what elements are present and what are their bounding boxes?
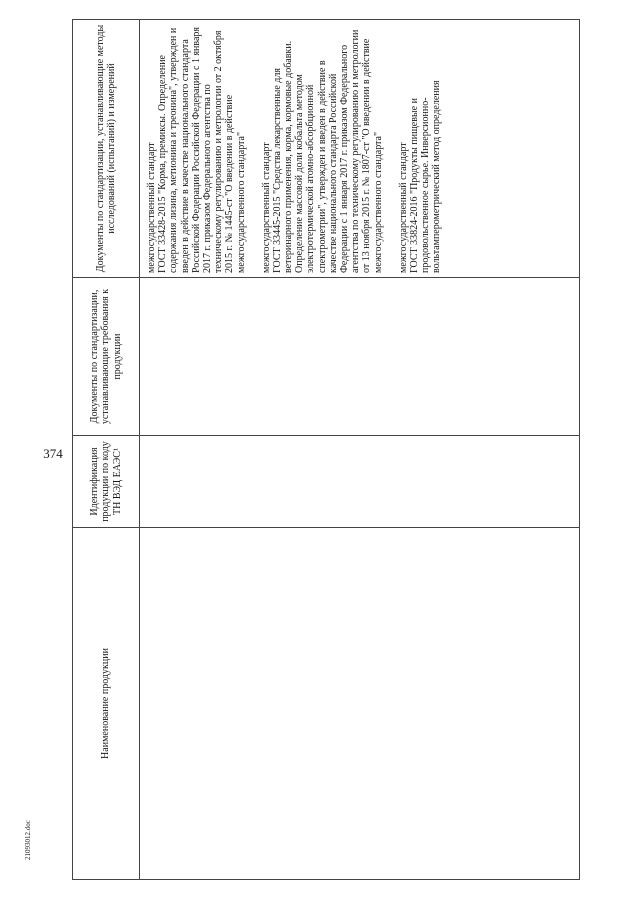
standard-entry [398, 24, 443, 273]
footer-file-code: 21093012.doc [24, 820, 32, 860]
product-name-cell [140, 528, 580, 880]
standard-text: ГОСТ 33428-2015 "Корма, премиксы. Определение содержания лизина, метионина и треонина", утвержден и введен в действие в качестве национального стандарта Российской Федерации Российской Федерации с 1 января 2017 г. приказом Федерального агентства по техническому регулированию и метрологии от 2 октября 2015 г. № 1445-ст "О введении в действие межгосударственного стандарта" [157, 26, 247, 273]
method-docs-cell [140, 20, 580, 278]
requirement-docs-cell [140, 278, 580, 436]
standard-text: ГОСТ 33445-2015 "Средства лекарственные для ветеринарного применения, корма, кормовые добавки. Определение массовой доли кобальта методом электротермической атомно-абсорбционной спектрометрии", утвержден и введен в действие в качестве национального стандарта Российской Федерации с 1 января 2017 г. приказом Федерального агентства по техническому регулированию и метрологии от 13 ноября 2015 г. № 1807-ст "О введении в действие межгосударственного стандарта" [271, 29, 384, 273]
standard-kind: межгосударственный стандарт [397, 142, 409, 273]
rotated-page-content [72, 20, 592, 880]
standard-kind: межгосударственный стандарт [260, 142, 272, 273]
standard-entry [146, 24, 247, 273]
standard-kind: межгосударственный стандарт [146, 142, 157, 273]
page-number: 374 [43, 446, 63, 461]
header-tnved-code: Идентификация продукции по коду ТН ВЭД ЕАЭС¹ [73, 436, 140, 528]
table-header-row [73, 20, 140, 880]
standard-text: ГОСТ 33824-2016 "Продукты пищевые и продовольственное сырье. Инверсионно-вольтамперометрический метод определения [408, 80, 443, 273]
standard-entry [261, 24, 384, 273]
header-method-docs: Документы по стандартизации, устанавливающие методы исследований (испытаний) и измерений [73, 20, 140, 278]
tnved-code-cell [140, 436, 580, 528]
header-requirement-docs: Документы по стандартизации, устанавливающие требования к продукции [73, 278, 140, 436]
standards-table [72, 19, 580, 880]
header-product-name: Наименование продукции [73, 528, 140, 880]
table-row [140, 20, 580, 880]
